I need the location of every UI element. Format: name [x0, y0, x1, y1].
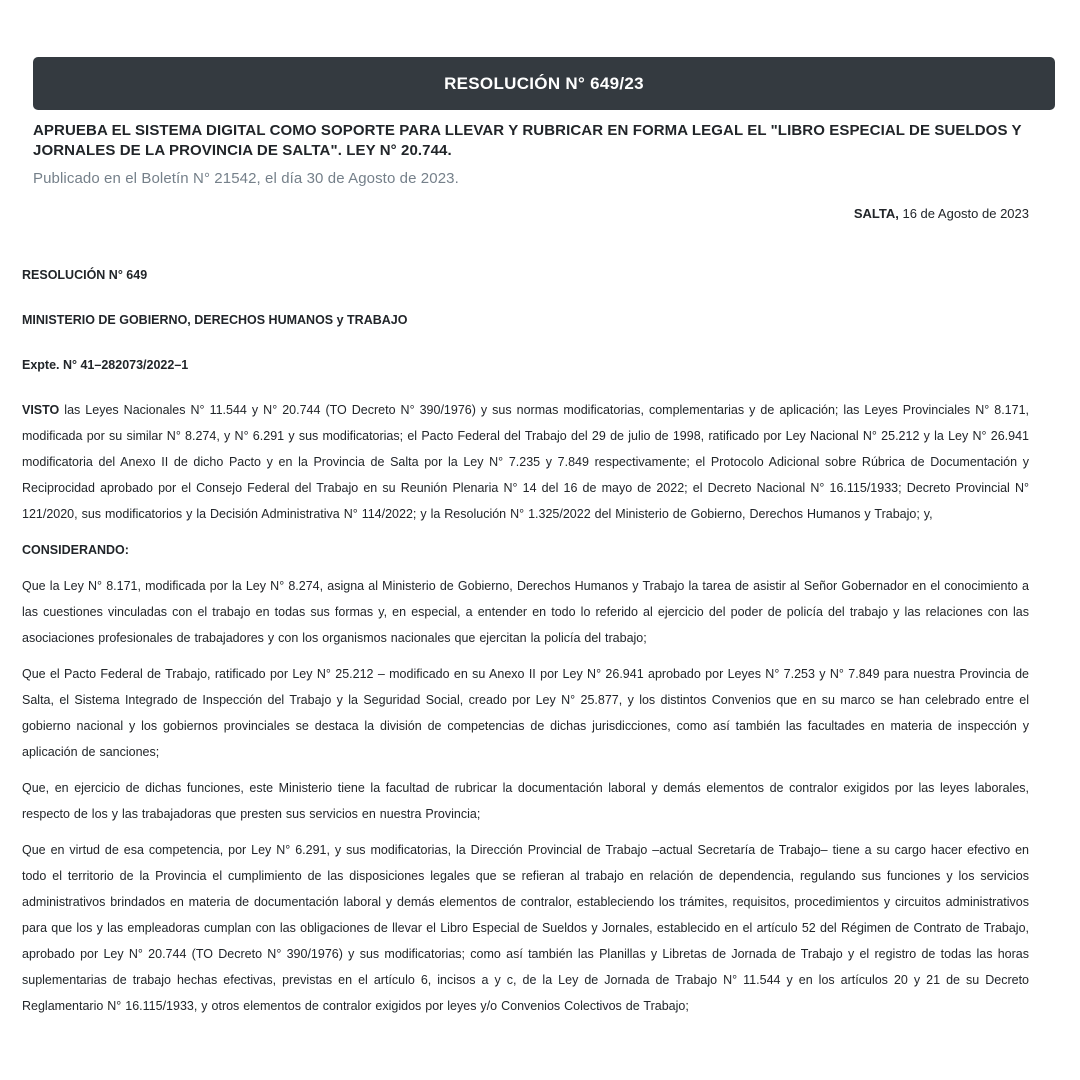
- recital-paragraph-3: Que, en ejercicio de dichas funciones, este Ministerio tiene la facultad de rubricar la documentación laboral y demás elementos de contralor exigidos por las leyes laborales, respecto de los y las trabajadoras que presten sus servicios en nuestra Provincia;: [22, 781, 1029, 821]
- document-title: APRUEBA EL SISTEMA DIGITAL COMO SOPORTE PARA LLEVAR Y RUBRICAR EN FORMA LEGAL EL "LIBRO ESPECIAL DE SUELDOS Y JORNALES DE LA PROVINCIA DE SALTA". LEY N° 20.744.: [33, 122, 1022, 159]
- dateline-date: 16 de Agosto de 2023: [898, 206, 1029, 221]
- publication-note: Publicado en el Boletín N° 21542, el día 30 de Agosto de 2023.: [33, 170, 459, 187]
- visto-paragraph: [22, 397, 1029, 527]
- visto-text: las Leyes Nacionales N° 11.544 y N° 20.744 (TO Decreto N° 390/1976) y sus normas modificatorias, complementarias y de aplicación; las Leyes Provinciales N° 8.171, modificada por su similar N° 8.274, y N° 6.291 y sus modificatorias; el Pacto Federal del Trabajo del 29 de julio de 1998, ratificado por Ley Nacional N° 25.212 y la Ley N° 26.941 modificatoria del Anexo II de dicho Pacto y en la Provincia de Salta por la Ley N° 7.235 y 7.849 respectivamente; el Protocolo Adicional sobre Rúbrica de Documentación y Reciprocidad aprobado por el Consejo Federal del Trabajo en su Reunión Plenaria N° 14 del 16 de mayo de 2022; el Decreto Nacional N° 16.115/1933; Decreto Provincial N° 121/2020, sus modificatorios y la Decisión Administrativa N° 114/2022; y la Resolución N° 1.325/2022 del Ministerio de Gobierno, Derechos Humanos y Trabajo; y,: [22, 403, 1029, 521]
- resolution-banner: [33, 57, 1055, 110]
- dateline: [854, 206, 1029, 221]
- resolution-banner-title: RESOLUCIÓN N° 649/23: [444, 73, 644, 93]
- considerando-heading: CONSIDERANDO:: [22, 543, 129, 557]
- resolution-number: RESOLUCIÓN N° 649: [22, 268, 148, 282]
- ministry-name: MINISTERIO DE GOBIERNO, DERECHOS HUMANOS y TRABAJO: [22, 313, 408, 327]
- recital-paragraph-2: Que el Pacto Federal de Trabajo, ratificado por Ley N° 25.212 – modificado en su Anexo II por Ley N° 26.941 aprobado por Leyes N° 7.253 y N° 7.849 para nuestra Provincia de Salta, el Sistema Integrado de Inspección del Trabajo y la Seguridad Social, creado por Ley N° 25.877, y los distintos Convenios que en su marco se han celebrado entre el gobierno nacional y los gobiernos provinciales se destaca la división de competencias de dichas jurisdicciones, como así también las facultades en materia de inspección y aplicación de sanciones;: [22, 667, 1029, 759]
- visto-lead: VISTO: [22, 403, 60, 417]
- dateline-place: SALTA,: [853, 206, 899, 221]
- file-number: Expte. N° 41–282073/2022–1: [22, 358, 189, 372]
- document-body: [22, 262, 1029, 1029]
- recital-paragraph-1: Que la Ley N° 8.171, modificada por la Ley N° 8.274, asigna al Ministerio de Gobierno, Derechos Humanos y Trabajo la tarea de asistir al Señor Gobernador en el conocimiento a las cuestiones vinculadas con el trabajo en todas sus formas y, en especial, a entender en todo lo referido al ejercicio del poder de policía del trabajo y las relaciones con las asociaciones profesionales de trabajadores y con los organismos nacionales que ejercitan la policía del trabajo;: [22, 579, 1029, 645]
- recital-paragraph-4: Que en virtud de esa competencia, por Ley N° 6.291, y sus modificatorias, la Dirección Provincial de Trabajo –actual Secretaría de Trabajo– tiene a su cargo hacer efectivo en todo el territorio de la Provincia el cumplimiento de las disposiciones legales que se refieran al trabajo en relación de dependencia, regulando sus funciones y los servicios administrativos brindados en materia de documentación laboral y demás elementos de contralor, estableciendo los trámites, requisitos, procedimientos y circuitos administrativos para que los y las empleadoras cumplan con las obligaciones de llevar el Libro Especial de Sueldos y Jornales, establecido en el artículo 52 del Régimen de Contrato de Trabajo, aprobado por Ley N° 20.744 (TO Decreto N° 390/1976) y sus modificatorias; como así también las Planillas y Libretas de Jornada de Trabajo y el registro de todas las horas suplementarias de trabajo hechas efectivas, previstas en el artículo 6, incisos a y c, de la Ley de Jornada de Trabajo N° 11.544 y en los artículos 20 y 21 de su Decreto Reglamentario N° 16.115/1933, y otros elementos de contralor exigidos por leyes y/o Convenios Colectivos de Trabajo;: [22, 843, 1029, 1013]
